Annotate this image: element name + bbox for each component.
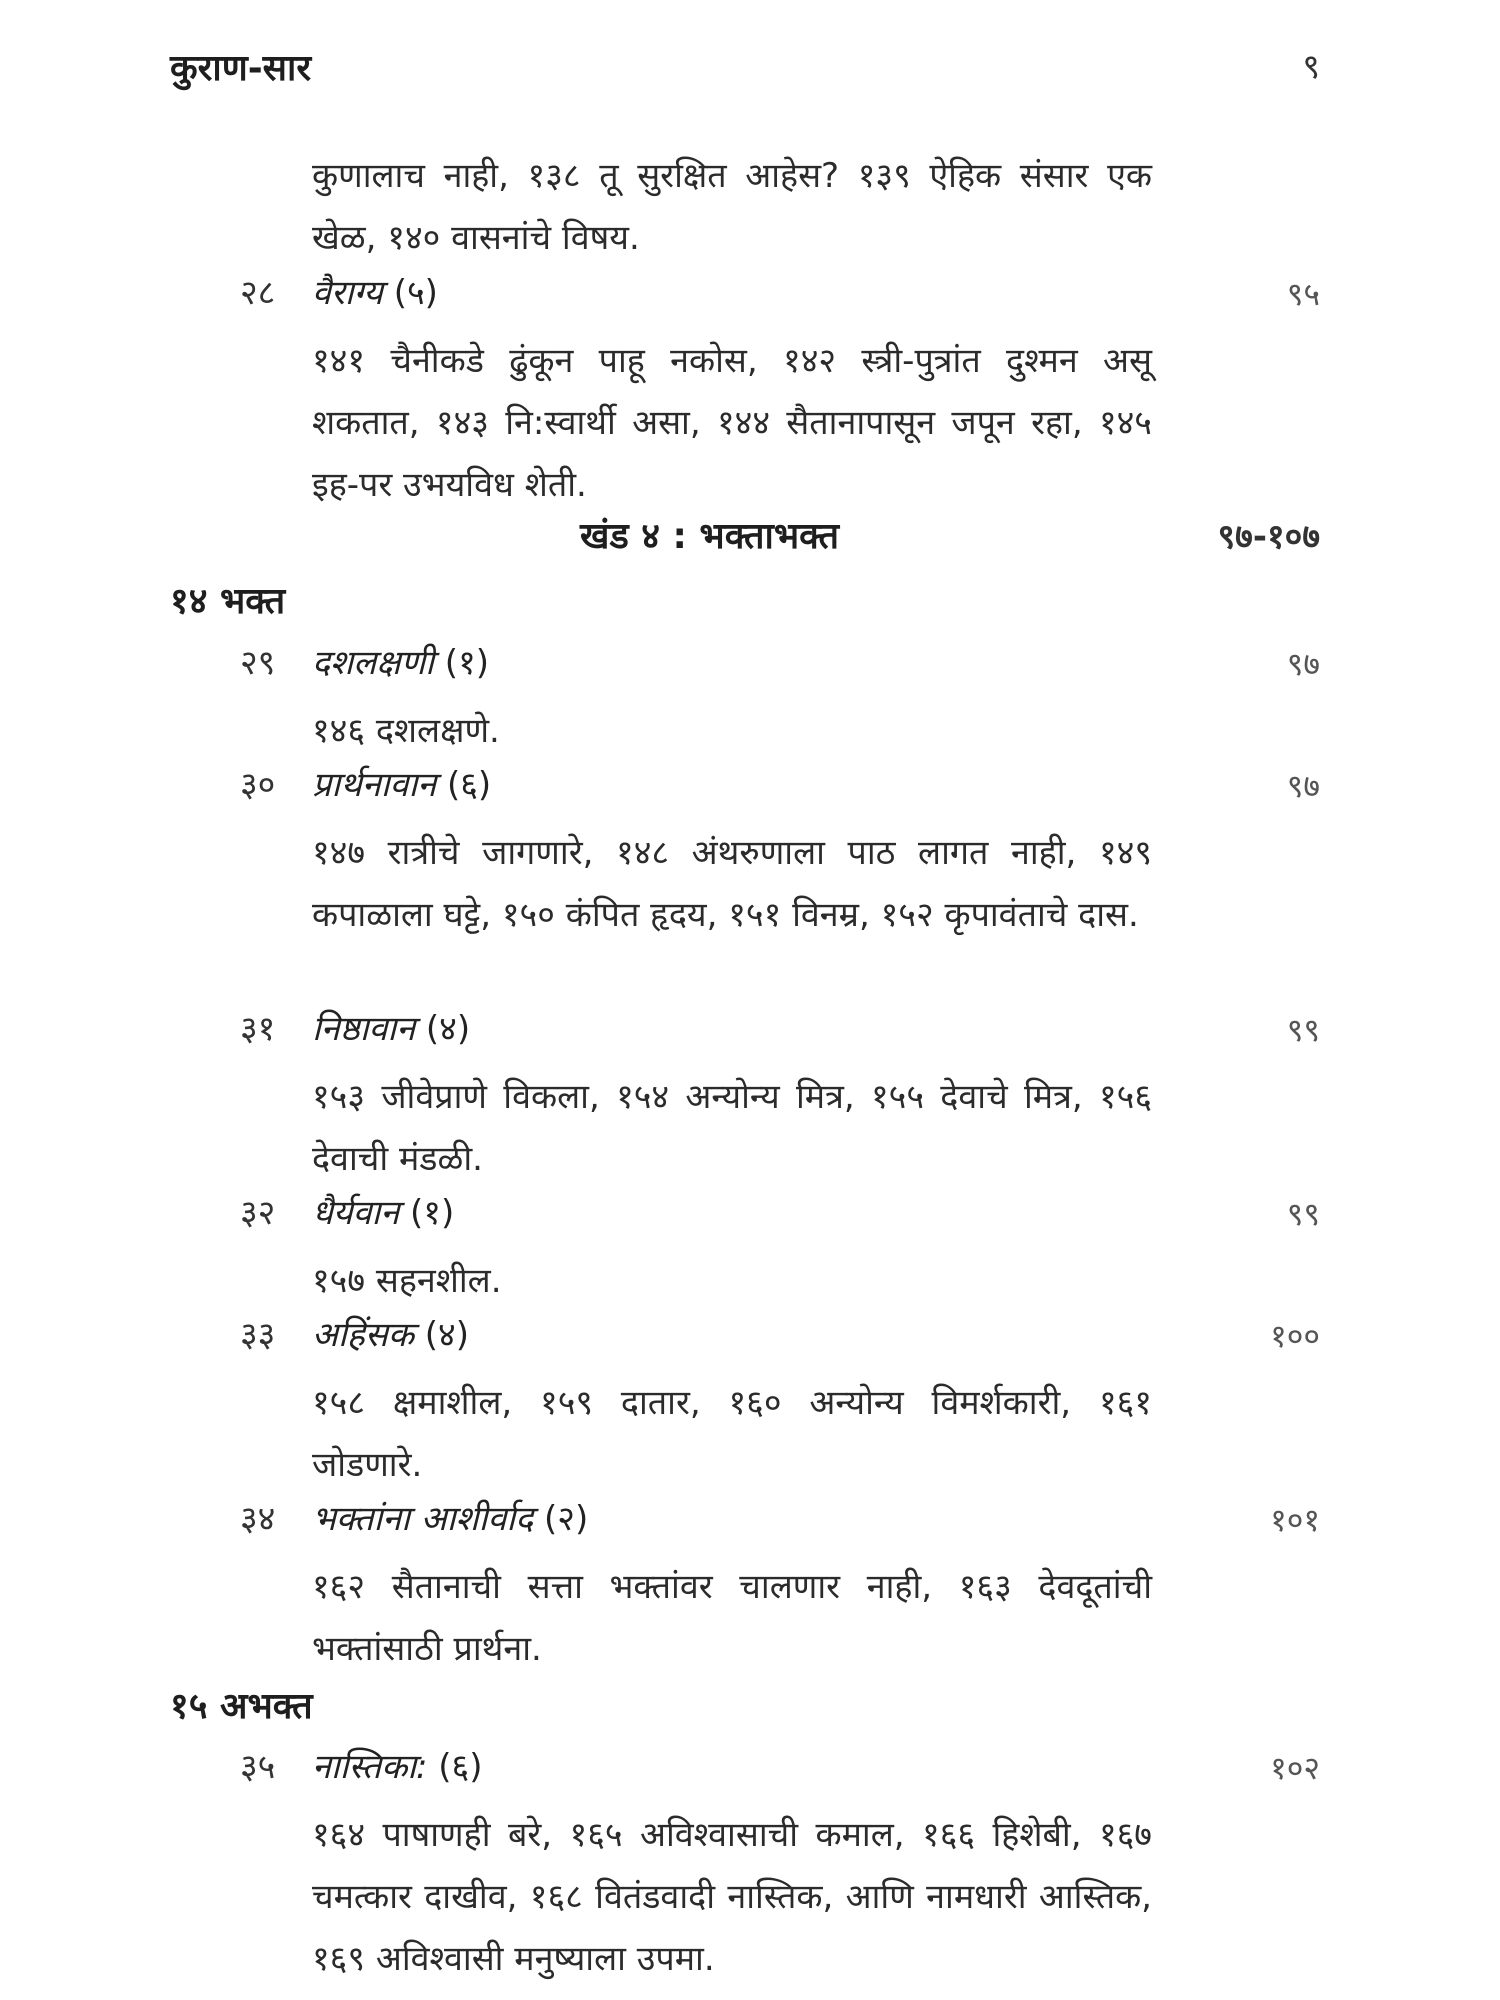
entry-count: (४): [415, 1009, 471, 1049]
entry-page: ९७: [1286, 645, 1320, 683]
entry-text: १६२ सैतानाची सत्ता भक्तांवर चालणार नाही, १६३ देवदूतांची भक्तांसाठी प्रार्थना.: [312, 1567, 1152, 1669]
entry-count: (६): [427, 1747, 483, 1787]
entry-page: ९९: [1286, 1195, 1320, 1233]
entry-number: २८: [240, 273, 276, 313]
entry-title-text: नास्तिका:: [312, 1747, 428, 1787]
entry-text: १५३ जीवेप्राणे विकला, १५४ अन्योन्य मित्र, १५५ देवाचे मित्र, १५६ देवाची मंडळी.: [312, 1077, 1152, 1179]
section-heading: १५ अभक्त: [170, 1686, 313, 1727]
entry-number: ३२: [240, 1193, 276, 1233]
part-page-range: ९७-१०७: [1217, 517, 1320, 557]
entry-page: ९७: [1286, 767, 1320, 805]
entry-page: १०१: [1270, 1501, 1320, 1539]
entry-title-text: निष्ठावान: [312, 1009, 416, 1049]
entry-title-text: भक्तांना आशीर्वाद: [312, 1499, 534, 1539]
entry-text: १५८ क्षमाशील, १५९ दातार, १६० अन्योन्य विमर्शकारी, १६१ जोडणारे.: [312, 1383, 1152, 1485]
entry-text: १४७ रात्रीचे जागणारे, १४८ अंथरुणाला पाठ लागत नाही, १४९ कपाळाला घट्टे, १५० कंपित हृदय, १५१ विनम्र, १५२ कृपावंताचे दास.: [312, 833, 1152, 935]
entry-title-text: वैराग्य: [312, 273, 383, 313]
entry-number: ३५: [240, 1747, 276, 1787]
entry-text: १४६ दशलक्षणे.: [312, 711, 500, 751]
entry-count: (१): [434, 643, 490, 683]
part-heading: खंड ४ : भक्ताभक्त: [580, 516, 839, 557]
entry-title: [312, 1310, 469, 1356]
entry-title: [312, 760, 491, 806]
entry-title: [312, 1494, 588, 1540]
entry-count: (१): [399, 1193, 455, 1233]
continuation-text: कुणालाच नाही, १३८ तू सुरक्षित आहेस? १३९ ऐहिक संसार एक खेळ, १४० वासनांचे विषय.: [312, 156, 1152, 258]
entry-number: २९: [240, 643, 276, 683]
entry-page: १०२: [1270, 1749, 1320, 1787]
entry-page: १००: [1270, 1317, 1320, 1355]
entry-text: १६४ पाषाणही बरे, १६५ अविश्वासाची कमाल, १६६ हिशेबी, १६७ चमत्कार दाखीव, १६८ वितंडवादी नास्तिक, आणि नामधारी आस्तिक, १६९ अविश्वासी मनुष्याला उपमा.: [312, 1815, 1152, 1979]
entry-page: ९९: [1286, 1011, 1320, 1049]
entry-title: [312, 1004, 470, 1050]
section-heading: १४ भक्त: [170, 581, 286, 622]
entry-title: [312, 638, 489, 684]
entry-number: ३०: [240, 765, 276, 805]
entry-title: [312, 1188, 454, 1234]
entry-title: [312, 268, 438, 314]
entry-title-text: धैर्यवान: [312, 1193, 400, 1233]
entry-title-text: दशलक्षणी: [312, 643, 434, 683]
entry-count: (४): [413, 1315, 469, 1355]
entry-title-text: अहिंसक: [312, 1315, 414, 1355]
running-header-title: कुराण-सार: [170, 48, 312, 89]
entry-title: [312, 1742, 483, 1788]
page-number: ९: [1302, 47, 1320, 87]
entry-count: (२): [533, 1499, 589, 1539]
entry-number: ३३: [240, 1315, 276, 1355]
entry-title-text: प्रार्थनावान: [312, 765, 437, 805]
entry-text: १५७ सहनशील.: [312, 1261, 502, 1301]
entry-number: ३४: [240, 1499, 276, 1539]
entry-text: १४१ चैनीकडे ढुंकून पाहू नकोस, १४२ स्त्री-पुत्रांत दुश्मन असू शकतात, १४३ नि:स्वार्थी असा, १४४ सैतानापासून जपून रहा, १४५ इह-पर उभयविध शेती.: [312, 341, 1152, 505]
entry-count: (५): [382, 273, 438, 313]
entry-count: (६): [436, 765, 492, 805]
entry-page: ९५: [1286, 275, 1320, 313]
entry-number: ३१: [240, 1009, 276, 1049]
